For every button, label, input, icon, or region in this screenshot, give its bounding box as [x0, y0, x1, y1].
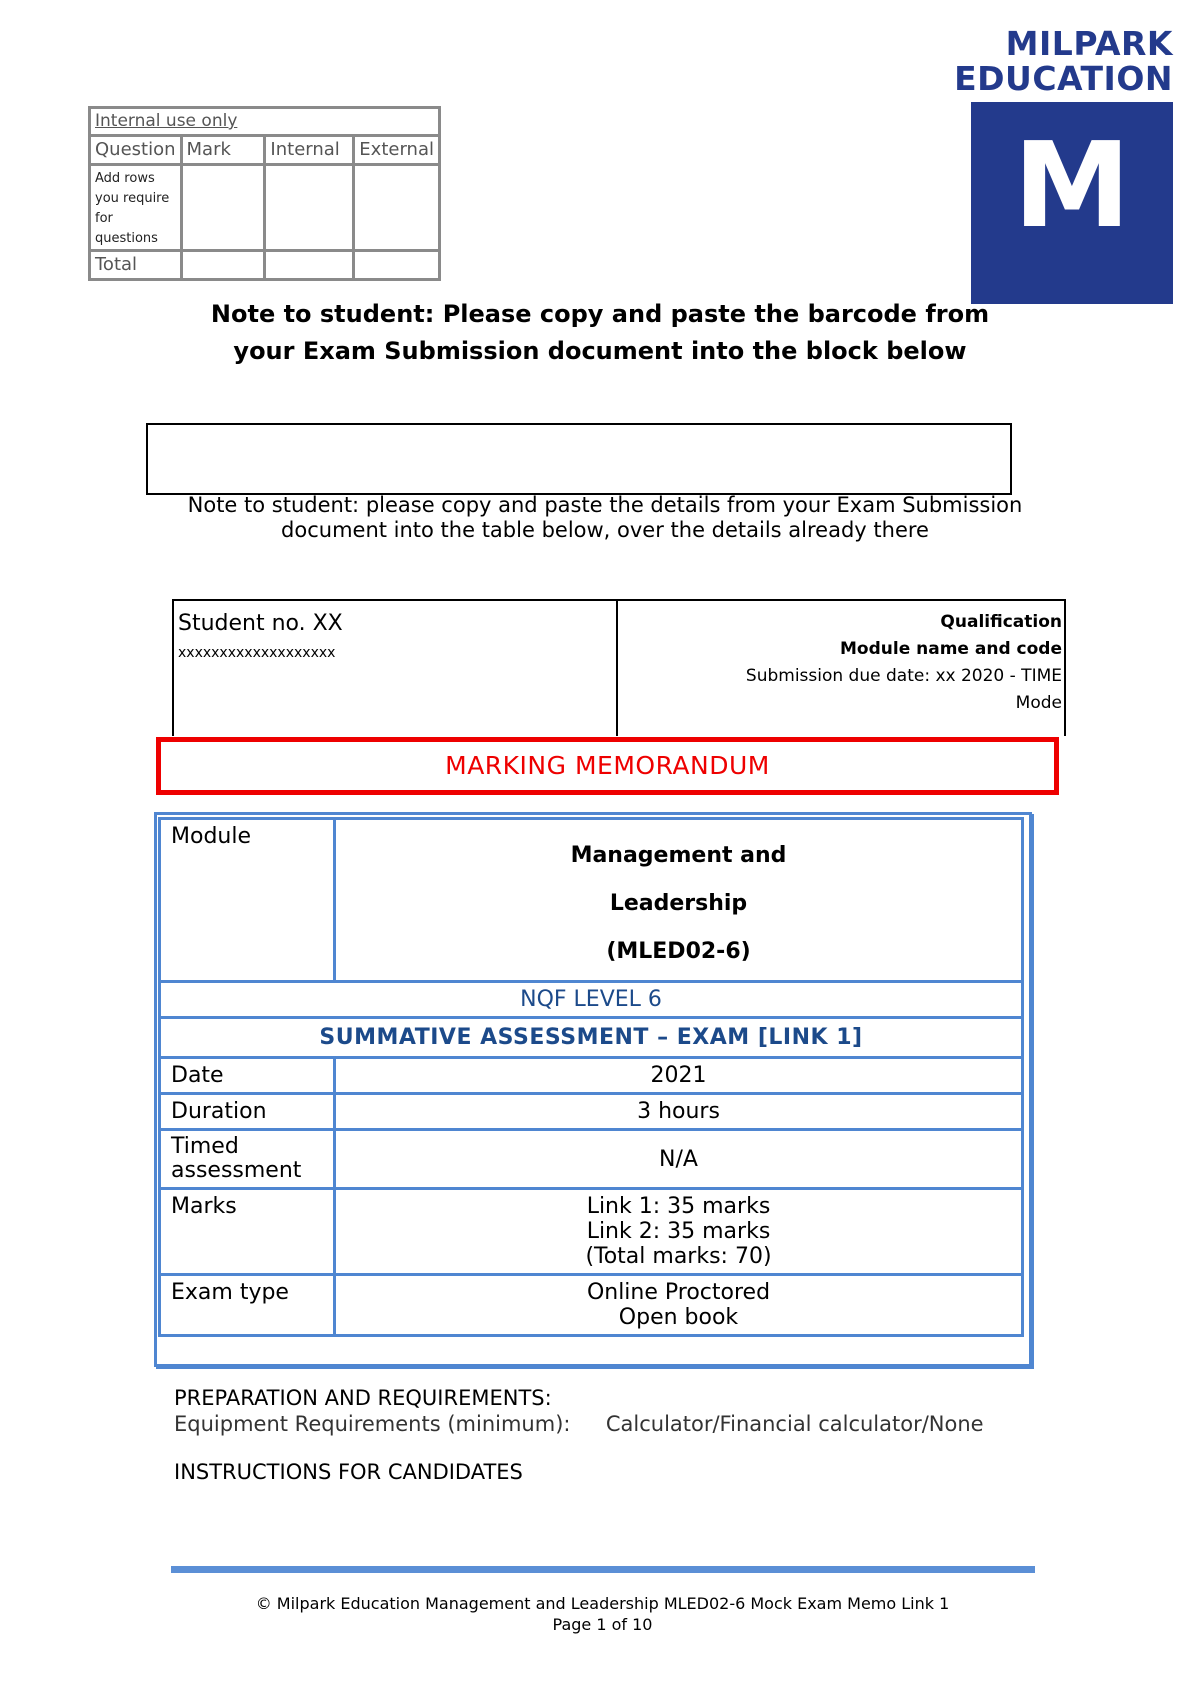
duration-value: 3 hours [335, 1094, 1023, 1130]
marks-link1: Link 1: 35 marks [586, 1194, 771, 1219]
note-details: Note to student: please copy and paste the details from your Exam Submission document into the table below, over the details already there [187, 493, 1023, 542]
student-right-cell[interactable] [746, 609, 1062, 717]
date-label: Date [160, 1058, 335, 1094]
milpark-logo-icon [971, 102, 1173, 304]
header-external: External [354, 136, 440, 165]
header-internal: Internal [265, 136, 354, 165]
total-external-cell[interactable] [354, 251, 440, 280]
module-info-table [158, 817, 1024, 1337]
marks-value [335, 1189, 1023, 1275]
nqf-level: NQF LEVEL 6 [160, 982, 1023, 1018]
module-title-line1: Management and [570, 843, 787, 868]
student-details-table [172, 599, 1066, 736]
module-title [335, 819, 1023, 982]
student-number-placeholder: xxxxxxxxxxxxxxxxxxx [178, 645, 336, 661]
equipment-requirements [174, 1411, 984, 1437]
student-number: Student no. XX [178, 611, 343, 636]
timed-value: N/A [335, 1130, 1023, 1189]
qualification-label: Qualification [940, 612, 1062, 632]
add-rows-note: Add rows you require for questions [90, 165, 182, 251]
student-left-cell[interactable] [174, 601, 618, 736]
footer-page-number: Page 1 of 10 [552, 1615, 653, 1634]
marking-memorandum-banner [156, 737, 1059, 795]
logo-line2: EDUCATION [954, 59, 1173, 98]
total-internal-cell[interactable] [265, 251, 354, 280]
equipment-value: Calculator/Financial calculator/None [605, 1412, 984, 1436]
marks-link2: Link 2: 35 marks [586, 1219, 771, 1244]
total-label: Total [90, 251, 182, 280]
submission-due-date: Submission due date: xx 2020 - TIME [745, 666, 1062, 686]
logo-line1: MILPARK [1005, 24, 1173, 63]
logo-letter: M [1013, 116, 1131, 254]
internal-use-title: Internal use only [90, 108, 440, 136]
timed-label-line1: Timed [171, 1134, 239, 1159]
total-mark-cell[interactable] [181, 251, 265, 280]
exam-type-label: Exam type [160, 1275, 335, 1336]
timed-label [160, 1130, 335, 1189]
internal-use-table [88, 106, 441, 281]
timed-label-line2: assessment [171, 1158, 302, 1183]
module-label: Module [160, 819, 335, 982]
preparation-heading: PREPARATION AND REQUIREMENTS: [174, 1386, 552, 1410]
mark-cell[interactable] [181, 165, 265, 251]
exam-type-value [335, 1275, 1023, 1336]
exam-type-line2: Open book [618, 1305, 739, 1330]
header-mark: Mark [181, 136, 265, 165]
footer-divider [171, 1566, 1035, 1573]
milpark-logo-text [954, 26, 1173, 96]
footer [200, 1593, 1005, 1635]
footer-copyright: © Milpark Education Management and Leadership MLED02-6 Mock Exam Memo Link 1 [255, 1594, 950, 1613]
marks-label: Marks [160, 1189, 335, 1275]
marks-total: (Total marks: 70) [585, 1244, 772, 1269]
instructions-heading: INSTRUCTIONS FOR CANDIDATES [174, 1460, 523, 1484]
module-title-line2: Leadership [609, 891, 748, 916]
exam-type-line1: Online Proctored [586, 1280, 771, 1305]
note-barcode: Note to student: Please copy and paste the barcode from your Exam Submission document into the block below [210, 300, 990, 365]
mode-label: Mode [1015, 693, 1062, 713]
marking-memorandum-title: MARKING MEMORANDUM [445, 751, 770, 780]
external-cell[interactable] [354, 165, 440, 251]
equipment-label: Equipment Requirements (minimum): [174, 1412, 571, 1436]
assessment-title: SUMMATIVE ASSESSMENT – EXAM [LINK 1] [160, 1018, 1023, 1058]
header-question: Question [90, 136, 182, 165]
module-name-code-label: Module name and code [840, 639, 1062, 659]
date-value: 2021 [335, 1058, 1023, 1094]
duration-label: Duration [160, 1094, 335, 1130]
module-title-line3: (MLED02-6) [606, 939, 751, 964]
internal-cell[interactable] [265, 165, 354, 251]
barcode-paste-box[interactable] [146, 423, 1012, 495]
